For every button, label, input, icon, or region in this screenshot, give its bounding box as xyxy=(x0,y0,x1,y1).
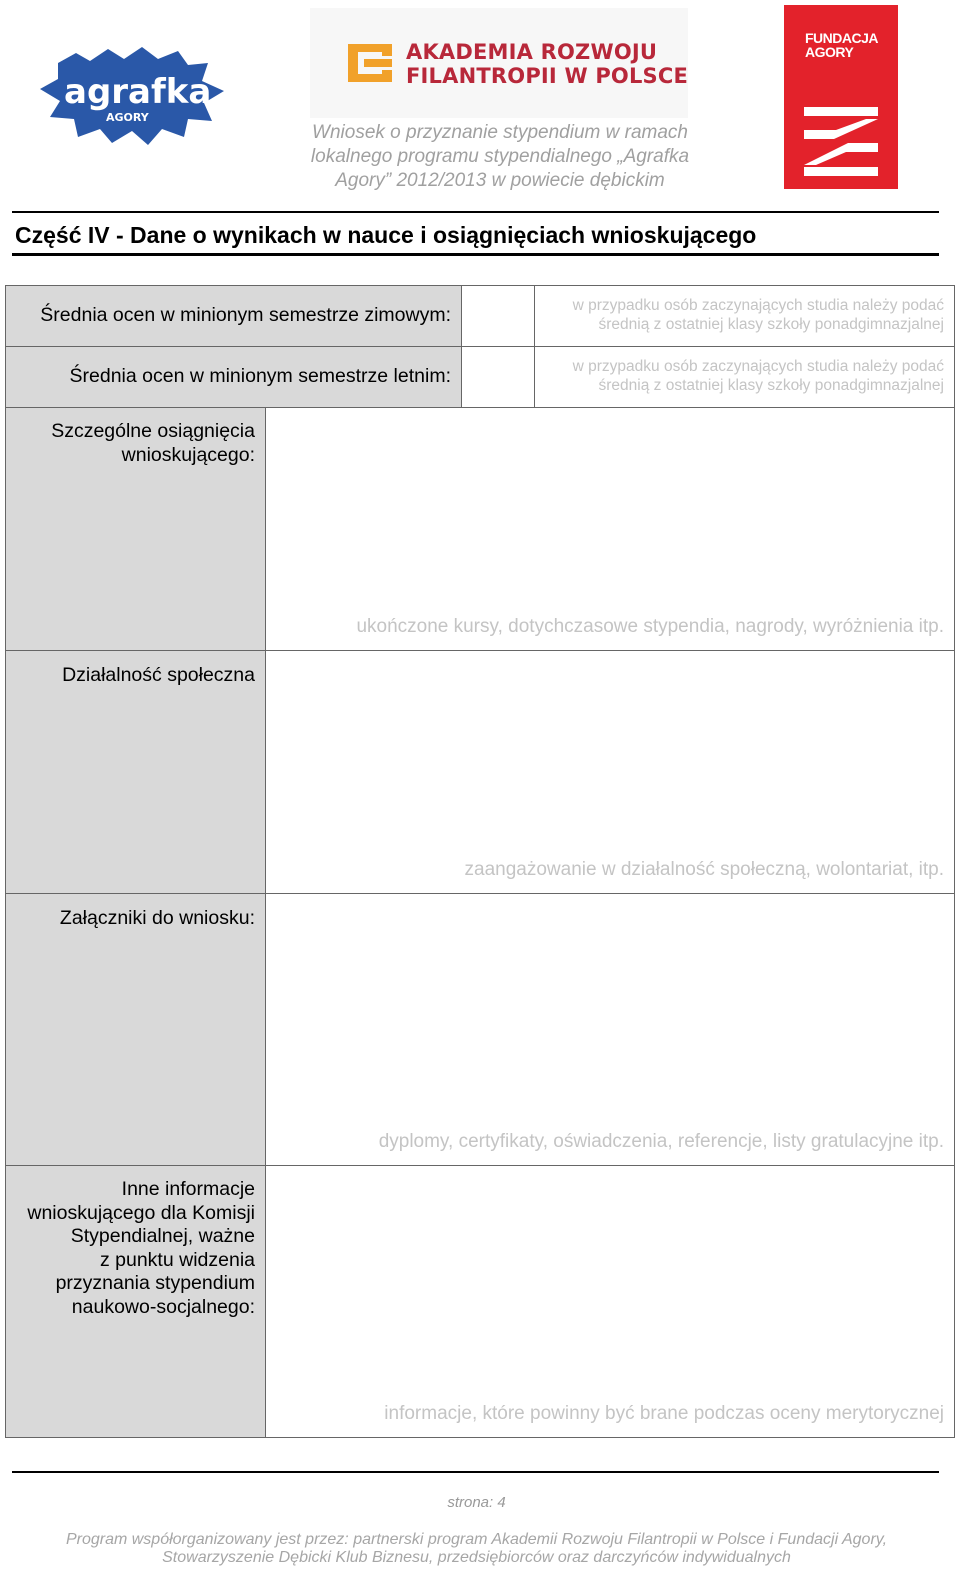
summer-average-hint: w przypadku osób zaczynających studia należy podać średnią z ostatniej klasy szkoły ponadgimnazjalnej xyxy=(572,358,944,394)
akademia-logo-line2: FILANTROPII W POLSCE xyxy=(406,64,689,88)
akademia-logo xyxy=(310,8,688,118)
other-info-label-cell xyxy=(5,1165,266,1438)
attachments-input[interactable] xyxy=(265,893,955,1166)
footer-line1: Program współorganizowany jest przez: partnerski program Akademii Rozwoju Filantropii w Polsce i Fundacji Agory, xyxy=(65,1531,888,1548)
fundacja-logo-line2: AGORY xyxy=(805,44,854,60)
social-activity-label-cell xyxy=(5,650,266,894)
footer-text xyxy=(0,1531,953,1567)
agrafka-logo-word: agrafka xyxy=(64,72,212,112)
document-title-line3: Agory” 2012/2013 w powiecie dębickim xyxy=(335,170,665,191)
agrafka-logo-sub: AGORY xyxy=(106,111,149,124)
achievements-input[interactable] xyxy=(265,407,955,651)
fundacja-mark-icon xyxy=(804,105,878,177)
summer-average-label-cell xyxy=(5,346,462,408)
akademia-logo-line1: AKADEMIA ROZWOJU xyxy=(406,40,658,64)
other-info-hint: informacje, które powinny być brane podczas oceny merytorycznej xyxy=(384,1403,944,1424)
other-info-label: Inne informacje wnioskującego dla Komisji Stypendialnej, ważne z punktu widzenia przyznania stypendium naukowo-socjalnego: xyxy=(27,1178,255,1318)
akademia-mark-icon xyxy=(346,42,396,84)
fundacja-logo-line1: FUNDACJA xyxy=(805,30,878,46)
achievements-hint: ukończone kursy, dotychczasowe stypendia, nagrody, wyróżnienia itp. xyxy=(356,616,944,637)
attachments-hint: dyplomy, certyfikaty, oświadczenia, referencje, listy gratulacyjne itp. xyxy=(378,1131,944,1152)
summer-average-input[interactable] xyxy=(461,346,535,408)
top-divider xyxy=(12,211,939,213)
heading-divider xyxy=(12,253,939,256)
social-activity-label: Działalność społeczna xyxy=(62,664,255,686)
footer-divider xyxy=(12,1471,939,1473)
document-title xyxy=(280,121,720,193)
winter-average-label-cell xyxy=(5,285,462,347)
winter-average-hint: w przypadku osób zaczynających studia należy podać średnią z ostatniej klasy szkoły ponadgimnazjalnej xyxy=(572,297,944,333)
social-activity-hint: zaangażowanie w działalność społeczną, wolontariat, itp. xyxy=(464,859,944,880)
footer-line2: Stowarzyszenie Dębicki Klub Biznesu, przedsiębiorców oraz darczyńców indywidualnych xyxy=(162,1549,791,1566)
summer-average-label: Średnia ocen w minionym semestrze letnim: xyxy=(69,365,451,387)
summer-average-hint-cell xyxy=(534,346,955,408)
winter-average-input[interactable] xyxy=(461,285,535,347)
achievements-label-cell xyxy=(5,407,266,651)
attachments-label-cell xyxy=(5,893,266,1166)
fundacja-agory-logo xyxy=(784,5,898,189)
section-heading: Część IV - Dane o wynikach w nauce i osiągnięciach wnioskującego xyxy=(15,222,757,248)
achievements-label: Szczególne osiągnięcia wnioskującego: xyxy=(51,420,255,466)
other-info-input[interactable] xyxy=(265,1165,955,1438)
agrafka-logo xyxy=(38,45,228,150)
social-activity-input[interactable] xyxy=(265,650,955,894)
winter-average-hint-cell xyxy=(534,285,955,347)
attachments-label: Załączniki do wniosku: xyxy=(59,907,255,929)
document-title-line1: Wniosek o przyznanie stypendium w ramach xyxy=(312,122,688,143)
winter-average-label: Średnia ocen w minionym semestrze zimowym: xyxy=(40,304,451,326)
page-number: strona: 4 xyxy=(447,1494,506,1511)
document-title-line2: lokalnego programu stypendialnego „Agrafka xyxy=(310,146,690,167)
